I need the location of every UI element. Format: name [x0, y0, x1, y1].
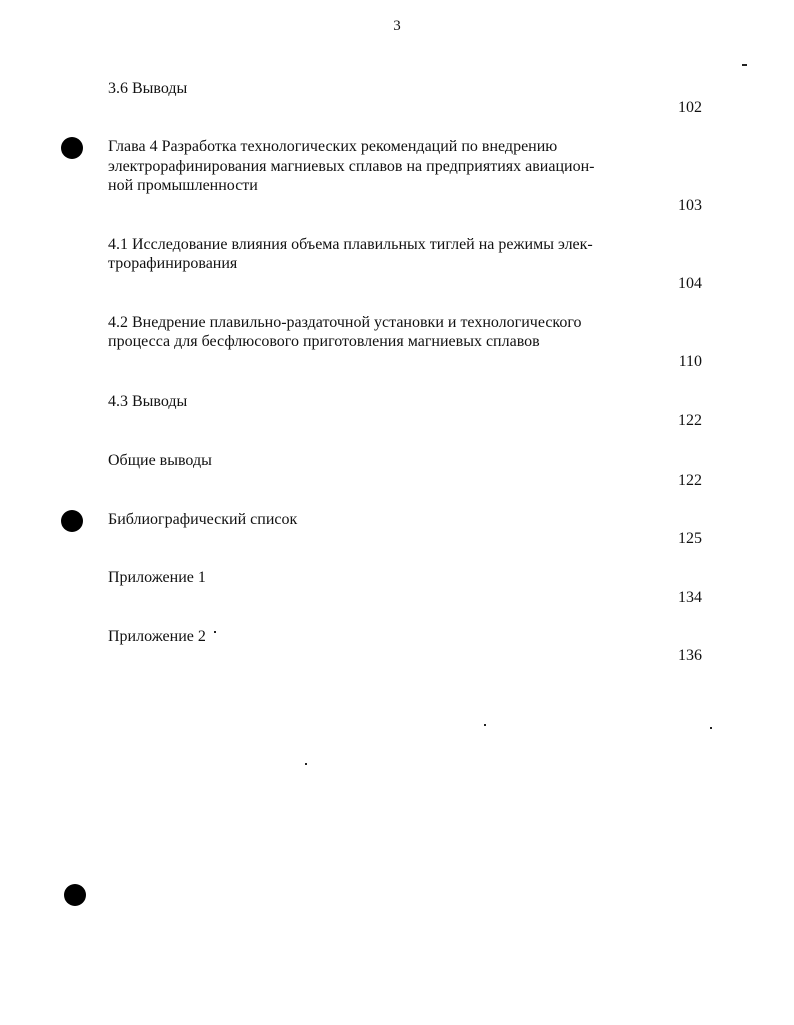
toc-entry-title: 4.2 Внедрение плавильно-раздаточной установки и технологического процесса для бесфлюсового приготовления магниевых сплавов [108, 313, 582, 350]
toc-entry-title: Приложение 1 [108, 569, 206, 586]
toc-entry-title: Библиографический список [108, 510, 298, 528]
toc-entry-title: 4.1 Исследование влияния объема плавильных тиглей на режимы элек- трорафинирования [108, 235, 593, 272]
scan-speck [484, 724, 486, 726]
toc-entry [108, 215, 708, 293]
toc-entry-page: 110 [678, 352, 702, 370]
toc-entry-page: 104 [678, 274, 702, 292]
page-number: 3 [393, 18, 401, 34]
toc-entry [108, 607, 708, 666]
toc-entry [108, 118, 708, 216]
toc-entry-title: Глава 4 Разработка технологических рекомендаций по внедрению электрорафинирования магниевых сплавов на предприятиях авиацион- ной промышленности [108, 138, 595, 194]
toc-entry [108, 59, 708, 118]
toc-entry [108, 372, 708, 431]
binder-hole-middle [61, 510, 83, 532]
binder-hole-top [61, 137, 83, 159]
toc-entry-title: 3.6 Выводы [108, 79, 188, 97]
toc-entry-page: 122 [678, 412, 702, 429]
toc-entry-page: 136 [678, 647, 702, 664]
binder-hole-bottom [64, 884, 86, 906]
toc-entry-page: 122 [678, 471, 702, 489]
toc-entry-page: 125 [678, 530, 702, 547]
table-of-contents [108, 59, 708, 666]
toc-entry [108, 549, 708, 608]
toc-entry-page: 103 [678, 196, 702, 214]
toc-entry-page: 134 [678, 588, 702, 606]
toc-entry-title: Общие выводы [108, 452, 212, 469]
toc-entry [108, 432, 708, 491]
scan-speck [305, 763, 307, 765]
toc-entry-page: 102 [678, 99, 702, 116]
scan-speck [742, 64, 747, 66]
scan-speck [710, 727, 712, 729]
toc-entry [108, 293, 708, 371]
toc-entry-title: 4.3 Выводы [108, 392, 188, 410]
toc-entry [108, 490, 708, 549]
toc-entry-title: Приложение 2 [108, 627, 206, 645]
